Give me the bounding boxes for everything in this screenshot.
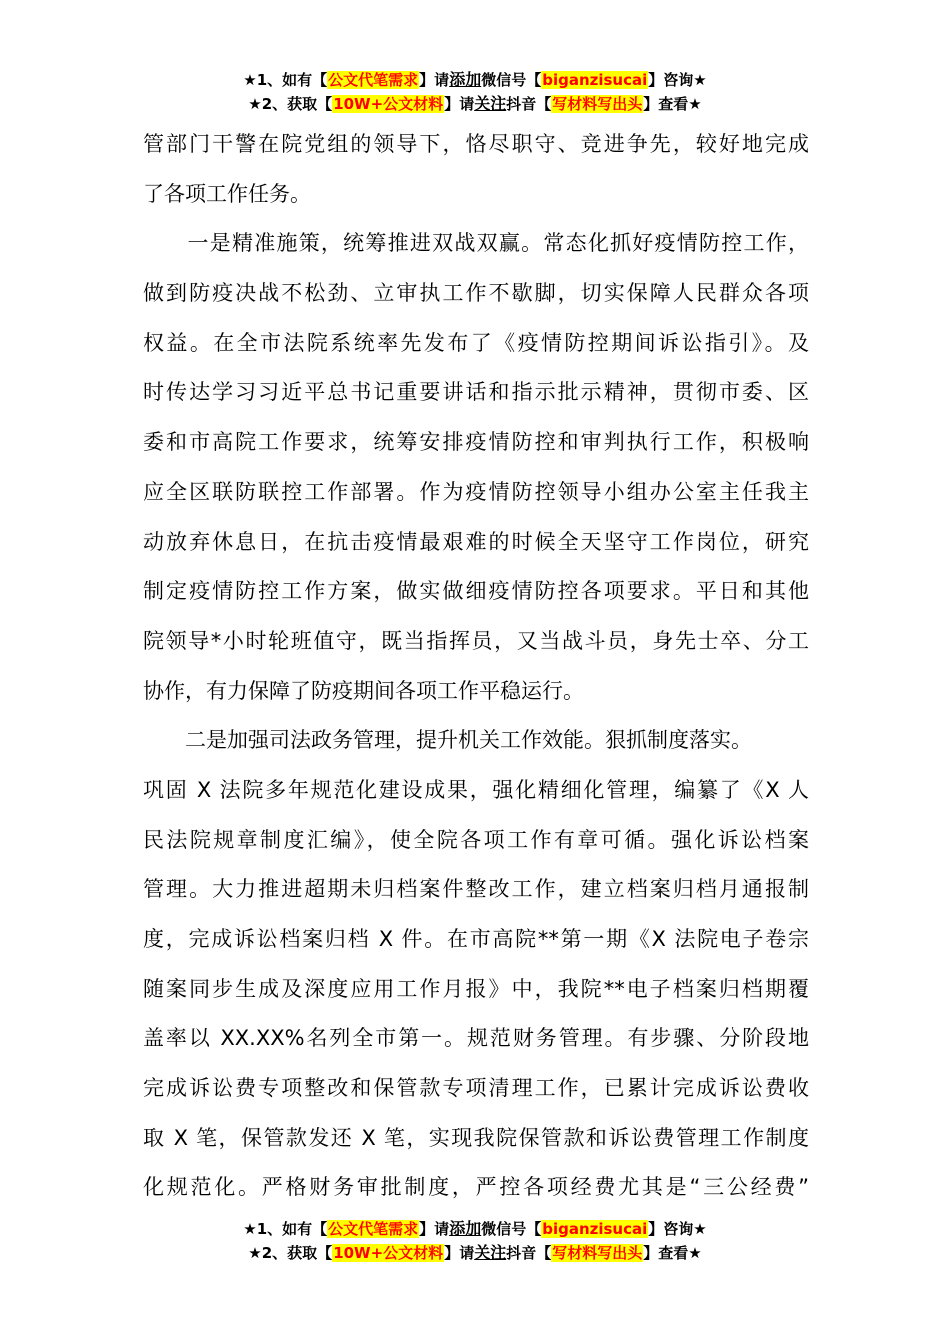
body-line: 管理。大力推进超期未归档案件整改工作，建立档案归档月通报制 bbox=[143, 877, 809, 902]
body-line: 做到防疫决战不松劲、立审执工作不歇脚，切实保障人民群众各项 bbox=[143, 281, 809, 306]
body-line: 盖率以 XX.XX%名列全市第一。规范财务管理。有步骤、分阶段地 bbox=[143, 1026, 809, 1051]
footer-banner bbox=[0, 1217, 950, 1265]
banner-line-1 bbox=[0, 68, 950, 92]
banner-text: ★2、获取【 bbox=[248, 95, 333, 113]
body-line: 时传达学习习近平总书记重要讲话和指示批示精神，贯彻市委、区 bbox=[143, 380, 809, 405]
body-line: 随案同步生成及深度应用工作月报》中，我院**电子档案归档期覆 bbox=[143, 976, 809, 1001]
body-line: 民法院规章制度汇编》，使全院各项工作有章可循。强化诉讼档案 bbox=[143, 827, 809, 852]
highlight-douyin-account: 写材料写出头 bbox=[552, 95, 643, 113]
banner-text: ★1、如有【 bbox=[243, 71, 328, 89]
banner-text: 】请 bbox=[444, 1244, 475, 1262]
banner-text: 】咨询★ bbox=[648, 1220, 707, 1238]
banner-text: 微信号【 bbox=[481, 1220, 542, 1238]
body-line: 应全区联防联控工作部署。作为疫情防控领导小组办公室主任我主 bbox=[143, 479, 809, 504]
body-line: 管部门干警在院党组的领导下，恪尽职守、竞进争先，较好地完成 bbox=[143, 132, 809, 156]
body-line: 委和市高院工作要求，统筹安排疫情防控和审判执行工作，积极响 bbox=[143, 430, 809, 455]
banner-text: 】请 bbox=[419, 71, 450, 89]
banner-text: 】咨询★ bbox=[648, 71, 707, 89]
document-body bbox=[143, 120, 809, 1213]
body-line: 制定疫情防控工作方案，做实做细疫情防控各项要求。平日和其他 bbox=[143, 579, 809, 604]
banner-text: 】查看★ bbox=[643, 1244, 702, 1262]
body-line: 权益。在全市法院系统率先发布了《疫情防控期间诉讼指引》。及 bbox=[143, 330, 809, 355]
underlined-text: 关注 bbox=[474, 1243, 507, 1262]
banner-text: 抖音【 bbox=[506, 95, 552, 113]
banner-text: 】请 bbox=[419, 1220, 450, 1238]
banner-line-2 bbox=[0, 92, 950, 116]
banner-text: ★2、获取【 bbox=[248, 1244, 333, 1262]
underlined-text: 添加 bbox=[449, 1219, 482, 1238]
body-line: 完成诉讼费专项整改和保管款专项清理工作，已累计完成诉讼费收 bbox=[143, 1076, 809, 1101]
body-line: 化规范化。严格财务审批制度，严控各项经费尤其是“三公经费” bbox=[143, 1175, 809, 1200]
banner-line-2 bbox=[0, 1241, 950, 1265]
body-line: 了各项工作任务。 bbox=[143, 181, 311, 206]
banner-text: 微信号【 bbox=[481, 71, 542, 89]
body-line: 动放弃休息日，在抗击疫情最艰难的时候全天坚守工作岗位，研究 bbox=[143, 529, 809, 554]
header-banner bbox=[0, 68, 950, 116]
underlined-text: 添加 bbox=[449, 70, 482, 89]
body-line: 院领导*小时轮班值守，既当指挥员，又当战斗员，身先士卒、分工 bbox=[143, 628, 809, 653]
highlight-wechat-id: biganzisucai bbox=[542, 71, 648, 89]
highlight-douyin-account: 写材料写出头 bbox=[552, 1244, 643, 1262]
body-line: 一是精准施策，统筹推进双战双赢。常态化抓好疫情防控工作， bbox=[143, 231, 809, 256]
body-line: 巩固 X 法院多年规范化建设成果，强化精细化管理，编纂了《X 人 bbox=[143, 777, 809, 802]
highlight-materials: 10W+公文材料 bbox=[333, 95, 444, 113]
highlight-service: 公文代笔需求 bbox=[328, 71, 419, 89]
highlight-service: 公文代笔需求 bbox=[328, 1220, 419, 1238]
highlight-wechat-id: biganzisucai bbox=[542, 1220, 648, 1238]
banner-text: ★1、如有【 bbox=[243, 1220, 328, 1238]
body-line: 二是加强司法政务管理，提升机关工作效能。狠抓制度落实。 bbox=[143, 728, 752, 753]
highlight-materials: 10W+公文材料 bbox=[333, 1244, 444, 1262]
banner-line-1 bbox=[0, 1217, 950, 1241]
underlined-text: 关注 bbox=[474, 94, 507, 113]
banner-text: 】查看★ bbox=[643, 95, 702, 113]
banner-text: 抖音【 bbox=[506, 1244, 552, 1262]
body-line: 协作，有力保障了防疫期间各项工作平稳运行。 bbox=[143, 678, 584, 703]
banner-text: 】请 bbox=[444, 95, 475, 113]
body-line: 取 X 笔，保管款发还 X 笔，实现我院保管款和诉讼费管理工作制度 bbox=[143, 1125, 809, 1150]
body-line: 度，完成诉讼档案归档 X 件。在市高院**第一期《X 法院电子卷宗 bbox=[143, 927, 809, 951]
